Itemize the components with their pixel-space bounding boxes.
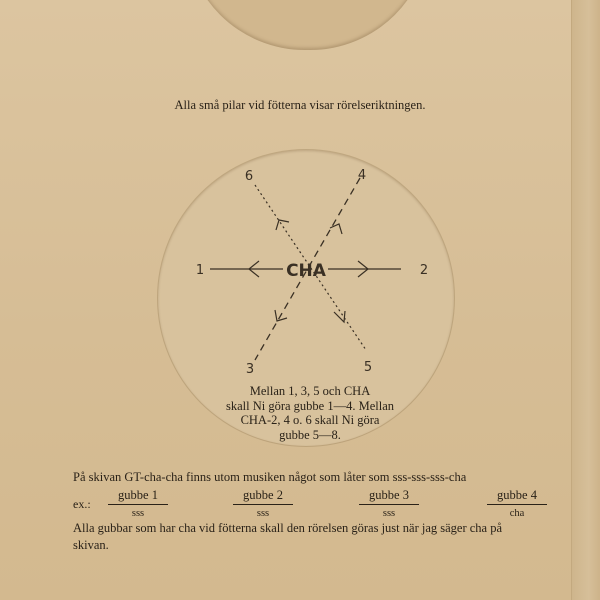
example-fraction-3 <box>359 488 419 519</box>
position-label-4: 4 <box>357 168 367 183</box>
caption-line: CHA-2, 4 o. 6 skall Ni göra <box>240 413 380 427</box>
position-label-2: 2 <box>419 263 429 278</box>
example-bottom: sss <box>382 508 396 519</box>
position-label-5: 5 <box>363 360 373 375</box>
example-label: ex.: <box>73 497 91 511</box>
example-top: gubbe 4 <box>487 488 547 505</box>
position-label-3: 3 <box>245 362 255 377</box>
label-caption <box>205 384 415 442</box>
position-label-1: 1 <box>195 263 205 278</box>
arrow-up-left-icon <box>276 220 289 230</box>
outro-line: Alla gubbar som har cha vid fötterna skall den rörelsen göras just när jag säger cha på <box>73 521 503 535</box>
position-label-6: 6 <box>244 169 254 184</box>
caption-line: gubbe 5—8. <box>279 427 341 442</box>
intro-text: På skivan GT-cha-cha finns utom musiken något som låter som sss-sss-sss-cha <box>73 470 467 484</box>
center-label: CHA <box>286 261 326 281</box>
example-bottom: sss <box>256 508 270 519</box>
arrow-down-right-icon <box>334 311 345 322</box>
heading: Alla små pilar vid fötterna visar rörelseriktningen. <box>174 98 426 112</box>
example-bottom: sss <box>131 508 145 519</box>
arrow-up-right-icon <box>330 224 342 234</box>
caption-line: skall Ni göra gubbe 1—4. Mellan <box>225 398 395 413</box>
example-bottom: cha <box>509 508 525 519</box>
outro-text <box>73 520 553 554</box>
sleeve-edge <box>571 0 600 600</box>
example-fraction-2 <box>233 488 293 519</box>
example-fraction-4 <box>487 488 547 519</box>
example-fraction-1 <box>108 488 168 519</box>
example-top: gubbe 3 <box>359 488 419 505</box>
example-top: gubbe 1 <box>108 488 168 505</box>
caption-line: Mellan 1, 3, 5 och CHA <box>249 384 371 398</box>
example-top: gubbe 2 <box>233 488 293 505</box>
outro-line: skivan. <box>73 538 109 552</box>
